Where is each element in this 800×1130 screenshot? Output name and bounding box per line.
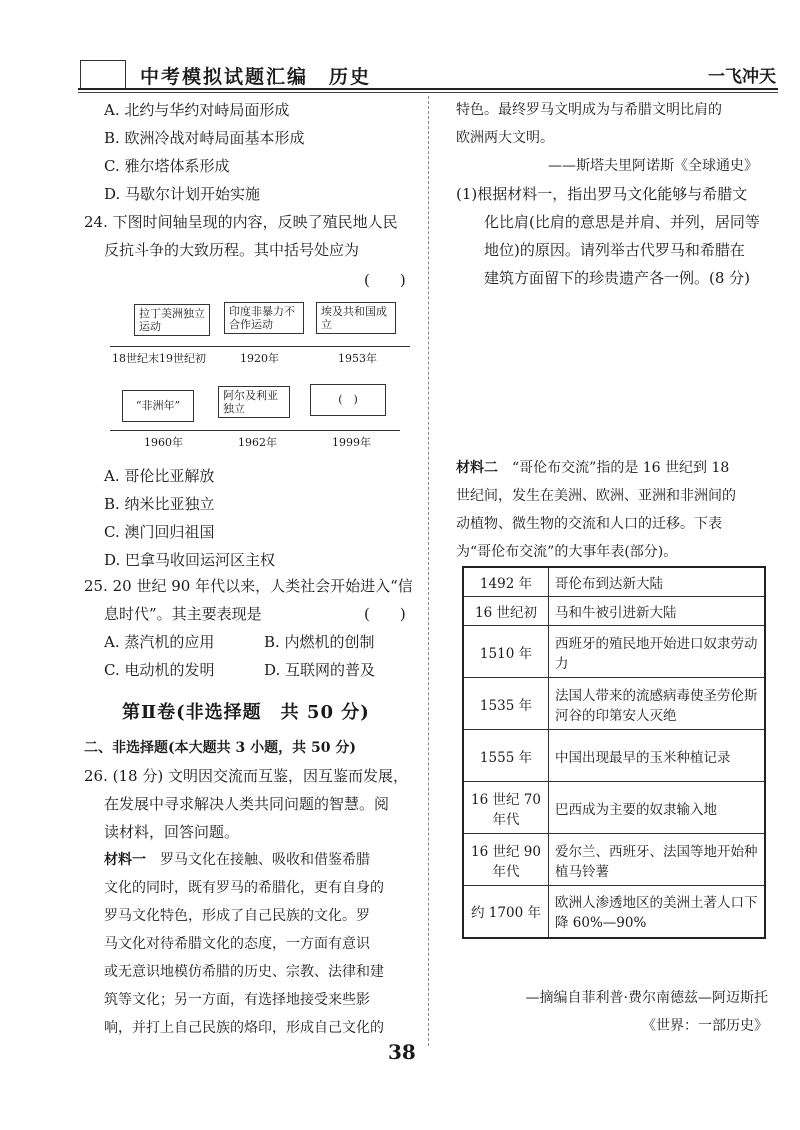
timeline-box-blank: ( ) — [310, 384, 386, 416]
q23-option-c: C. 雅尔塔体系形成 — [104, 157, 230, 175]
header-rule — [78, 88, 778, 90]
material1-source: ——斯塔夫里阿诺斯《全球通史》 — [548, 158, 758, 174]
q24-option-b: B. 纳米比亚独立 — [104, 495, 215, 513]
q24-options — [104, 462, 275, 574]
q23-option-a: A. 北约与华约对峙局面形成 — [104, 101, 290, 119]
timeline-label-2: 1920年 — [240, 352, 279, 365]
material2-line3: 动植物、微生物的交流和人口的迁移。下表 — [456, 516, 722, 532]
timeline-box-algeria: 阿尔及利亚独立 — [218, 386, 290, 418]
timeline-label-1: 18世纪末19世纪初 — [112, 352, 206, 365]
table-event: 欧洲人渗透地区的美洲土著人口下降 60%—90% — [549, 886, 766, 938]
columbian-exchange-table — [462, 566, 766, 939]
q25-answer-paren: ( ) — [364, 605, 406, 623]
material2 — [456, 454, 736, 566]
timeline-box-africa-year: “非洲年” — [122, 390, 194, 422]
table-year: 1535 年 — [463, 678, 549, 730]
table-year: 1492 年 — [463, 567, 549, 597]
table-source — [478, 984, 768, 1040]
q25-stem-line1: 25. 20 世纪 90 年代以来，人类社会开始进入“信 — [84, 577, 413, 595]
q23-option-d: D. 马歇尔计划开始实施 — [104, 185, 261, 203]
timeline-box-latin-america: 拉丁美洲独立运动 — [134, 304, 210, 336]
header-brand: 一飞冲天 — [708, 67, 776, 87]
header-title: 中考模拟试题汇编 历史 — [140, 66, 372, 88]
timeline-axis-2 — [110, 430, 400, 431]
timeline-label-5: 1962年 — [238, 436, 277, 449]
q1-line3: 地位)的原因。请列举古代罗马和希腊在 — [484, 241, 745, 259]
table-year: 1555 年 — [463, 730, 549, 782]
part2-title: 第Ⅱ卷(非选择题 共 50 分) — [122, 702, 370, 723]
table-row — [463, 782, 765, 834]
timeline-label-3: 1953年 — [338, 352, 377, 365]
material1-label: 材料一 — [104, 852, 146, 868]
table-row — [463, 834, 765, 886]
q24-stem — [84, 208, 398, 264]
page-number: 38 — [388, 1040, 416, 1064]
material1-line2: 文化的同时，既有罗马的希腊化，更有自身的 — [104, 880, 384, 896]
q26-intro-line2: 在发展中寻求解决人类共同问题的智慧。阅 — [104, 795, 390, 813]
table-year: 16 世纪 70 年代 — [463, 782, 549, 834]
header-rule-thin — [78, 92, 778, 93]
q24-stem-line2: 反抗斗争的大致历程。其中括号处应为 — [104, 241, 360, 259]
material1-line3: 罗马文化特色，形成了自己民族的文化。罗 — [104, 908, 370, 924]
material1-line5: 或无意识地模仿希腊的历史、宗教、法律和建 — [104, 964, 384, 980]
table-year: 16 世纪初 — [463, 597, 549, 626]
q26-intro-line3: 读材料，回答问题。 — [104, 823, 240, 841]
table-row — [463, 626, 765, 678]
timeline-label-6: 1999年 — [332, 436, 371, 449]
m1-cont-line2: 欧洲两大文明。 — [456, 130, 554, 146]
table-row — [463, 886, 765, 938]
m1-cont-line1: 特色。最终罗马文明成为与希腊文明比肩的 — [456, 102, 722, 118]
q25-option-d: D. 互联网的普及 — [264, 661, 376, 679]
table-event: 哥伦布到达新大陆 — [549, 567, 766, 597]
timeline-axis-1 — [110, 346, 410, 347]
table-event: 巴西成为主要的奴隶输入地 — [549, 782, 766, 834]
q26-intro-line1: 26. (18 分) 文明因交流而互鉴，因互鉴而发展， — [84, 767, 408, 785]
table-event: 法国人带来的流感病毒使圣劳伦斯河谷的印第安人灭绝 — [549, 678, 766, 730]
q24-option-c: C. 澳门回归祖国 — [104, 523, 215, 541]
table-year: 约 1700 年 — [463, 886, 549, 938]
table-source-line1: —摘编自菲利普·费尔南德兹—阿迈斯托 — [525, 990, 768, 1006]
timeline-label-4: 1960年 — [144, 436, 183, 449]
q25-stem-line2: 息时代”。其主要表现是 — [104, 605, 262, 623]
material2-line4: 为“哥伦布交流”的大事年表(部分)。 — [456, 544, 678, 560]
q24-answer-paren: ( ) — [364, 271, 406, 289]
table-event: 中国出现最早的玉米种植记录 — [549, 730, 766, 782]
publisher-logo — [80, 60, 126, 90]
table-row — [463, 730, 765, 782]
material2-line2: 世纪间，发生在美洲、欧洲、亚洲和非洲间的 — [456, 488, 736, 504]
table-year: 1510 年 — [463, 626, 549, 678]
q24-option-a: A. 哥伦比亚解放 — [104, 467, 215, 485]
q24-timeline — [110, 296, 410, 456]
material1 — [104, 846, 384, 1042]
material1-line6: 筑等文化；另一方面，有选择地接受来些影 — [104, 992, 370, 1008]
q24-stem-line1: 24. 下图时间轴呈现的内容，反映了殖民地人民 — [84, 213, 398, 231]
table-row — [463, 567, 765, 597]
q23-option-b: B. 欧洲冷战对峙局面基本形成 — [104, 129, 305, 147]
table-event: 马和牛被引进新大陆 — [549, 597, 766, 626]
q24-option-d: D. 巴拿马收回运河区主权 — [104, 551, 276, 569]
material1-line7: 响，并打上自己民族的烙印，形成自己文化的 — [104, 1020, 384, 1036]
q25-option-b: B. 内燃机的创制 — [264, 633, 375, 651]
material1-line1: 罗马文化在接触、吸收和借鉴希腊 — [160, 852, 370, 868]
material2-label: 材料二 — [456, 460, 498, 476]
table-year: 16 世纪 90 年代 — [463, 834, 549, 886]
material2-line1: “哥伦布交流”指的是 16 世纪到 18 — [512, 460, 730, 476]
timeline-box-egypt: 埃及共和国成立 — [316, 302, 396, 334]
table-row — [463, 597, 765, 626]
q25-option-c: C. 电动机的发明 — [104, 661, 215, 679]
q25-option-a: A. 蒸汽机的应用 — [104, 633, 215, 651]
material1-continued — [456, 96, 722, 152]
q1-line1: (1)根据材料一，指出罗马文化能够与希腊文 — [456, 185, 748, 203]
q1-line2: 化比肩(比肩的意思是并肩、并列，居同等 — [484, 213, 760, 231]
table-event: 爱尔兰、西班牙、法国等地开始种植马铃薯 — [549, 834, 766, 886]
section2-title: 二、非选择题(本大题共 3 小题，共 50 分) — [84, 740, 356, 756]
q1-line4: 建筑方面留下的珍贵遗产各一例。(8 分) — [484, 269, 751, 287]
q26-intro — [84, 762, 408, 846]
q23-options — [104, 96, 305, 208]
column-divider — [428, 96, 429, 1046]
timeline-box-india: 印度非暴力不合作运动 — [224, 302, 304, 334]
question-1 — [456, 180, 760, 292]
table-event: 西班牙的殖民地开始进口奴隶劳动力 — [549, 626, 766, 678]
table-row — [463, 678, 765, 730]
table-source-line2: 《世界：一部历史》 — [642, 1018, 768, 1034]
material1-line4: 马文化对待希腊文化的态度，一方面有意识 — [104, 936, 370, 952]
